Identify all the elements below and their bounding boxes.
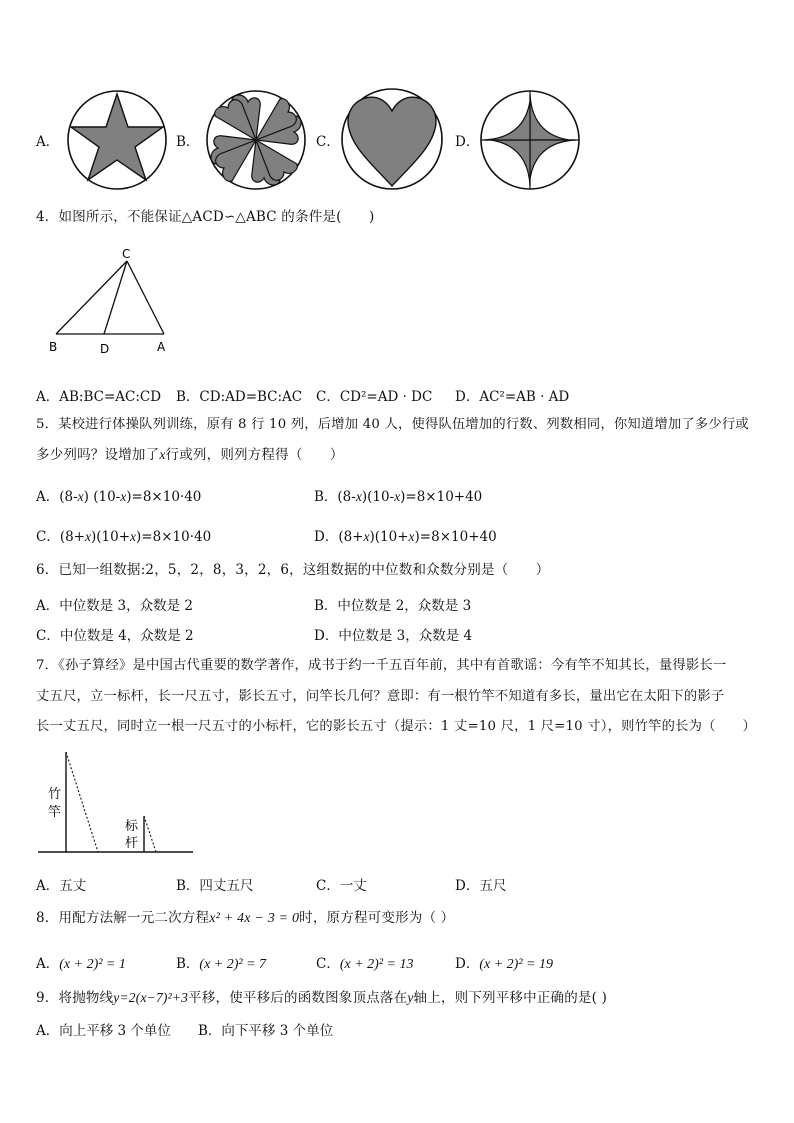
q7-option-b: B．四丈五尺 [176,878,254,894]
q4-label-b: B [49,340,58,354]
q6-option-c: C．中位数是 4，众数是 2 [36,628,194,644]
q5-option-a: A．(8-x) (10-x)=8×10·40 [36,489,202,505]
q5-option-c: C．(8+x)(10+x)=8×10·40 [36,529,212,545]
q9-option-a: A．向上平移 3 个单位 [36,1023,171,1039]
q3-figure-c-heart-in-circle [340,87,444,191]
q7-stem-line1: 7．《孙子算经》是中国古代重要的数学著作，成书于约一千五百年前，其中有首歌谣：今有竿不知其长，量得影长一 [36,658,727,673]
q7-option-d: D．五尺 [455,878,507,894]
q5-stem-line2: 多少列吗？设增加了x行或列，则列方程得（ ） [36,447,344,463]
q5-stem-line1: 5．某校进行体操队列训练，原有 8 行 10 列，后增加 40 人，使得队伍增加的行数、列数相同，你知道增加了多少行或 [36,417,749,432]
q4-option-c: C．CD²=AD · DC [316,389,433,405]
q3-option-a-label: A． [36,134,60,150]
q4-label-c: C [122,247,131,261]
q7-label-pole-2: 竿 [48,805,62,820]
q3-option-c-label: C． [316,134,340,150]
q8-option-b: B．(x + 2)² = 7 [176,956,267,972]
q7-stem-line2: 丈五尺，立一标杆，长一尺五寸，影长五寸，问竿长几何？意即：有一根竹竿不知道有多长，量出它在太阳下的影子 [36,689,725,704]
q5-option-d: D．(8+x)(10+x)=8×10+40 [314,529,497,545]
q8-stem: 8．用配方法解一元二次方程x² + 4x − 3 = 0时，原方程可变形为（ ） [36,910,455,926]
q8-option-a: A．(x + 2)² = 1 [36,956,126,972]
q8-option-d: D．(x + 2)² = 19 [455,956,553,972]
q4-triangle-figure [44,244,184,359]
q7-label-pole-1: 竹 [48,787,62,802]
q7-option-a: A．五丈 [36,878,87,894]
q7-pole-shadow-figure [36,748,196,858]
q4-label-a: A [157,340,166,354]
q4-stem: 4．如图所示，不能保证△ACD∽△ABC 的条件是( ) [36,209,375,225]
q6-option-a: A．中位数是 3，众数是 2 [36,598,194,614]
q4-label-d: D [100,342,110,356]
q5-option-b: B．(8-x)(10-x)=8×10+40 [314,489,483,505]
q4-option-a: A．AB:BC=AC:CD [36,389,162,405]
q7-label-marker-2: 杆 [125,836,139,851]
q6-option-d: D．中位数是 3，众数是 4 [314,628,473,644]
q6-option-b: B．中位数是 2，众数是 3 [314,598,472,614]
q7-stem-line3: 长一丈五尺，同时立一根一尺五寸的小标杆，它的影长五寸（提示：1 丈=10 尺，1 尺=10 寸），则竹竿的长为（ ） [36,719,757,734]
q3-figure-b-four-hearts-in-circle [204,89,308,191]
q4-option-b: B．CD:AD=BC:AC [176,389,303,405]
q9-stem: 9．将抛物线y=2(x−7)²+3平移，使平移后的函数图象顶点落在y轴上，则下列平移中正确的是( ) [36,990,608,1006]
q3-option-d-label: D． [455,134,480,150]
q3-figure-a-star-in-circle [65,89,169,191]
q3-option-b-label: B． [176,134,200,150]
q7-label-marker-1: 标 [125,819,139,834]
q9-option-b: B．向下平移 3 个单位 [198,1023,334,1039]
q8-option-c: C．(x + 2)² = 13 [316,956,414,972]
q6-stem: 6．已知一组数据:2，5，2，8，3，2，6，这组数据的中位数和众数分别是（ ） [36,562,550,578]
q7-option-c: C．一丈 [316,878,367,894]
q3-figure-d-pinwheel-in-circle [479,89,581,191]
q4-option-d: D．AC²=AB · AD [455,389,570,405]
